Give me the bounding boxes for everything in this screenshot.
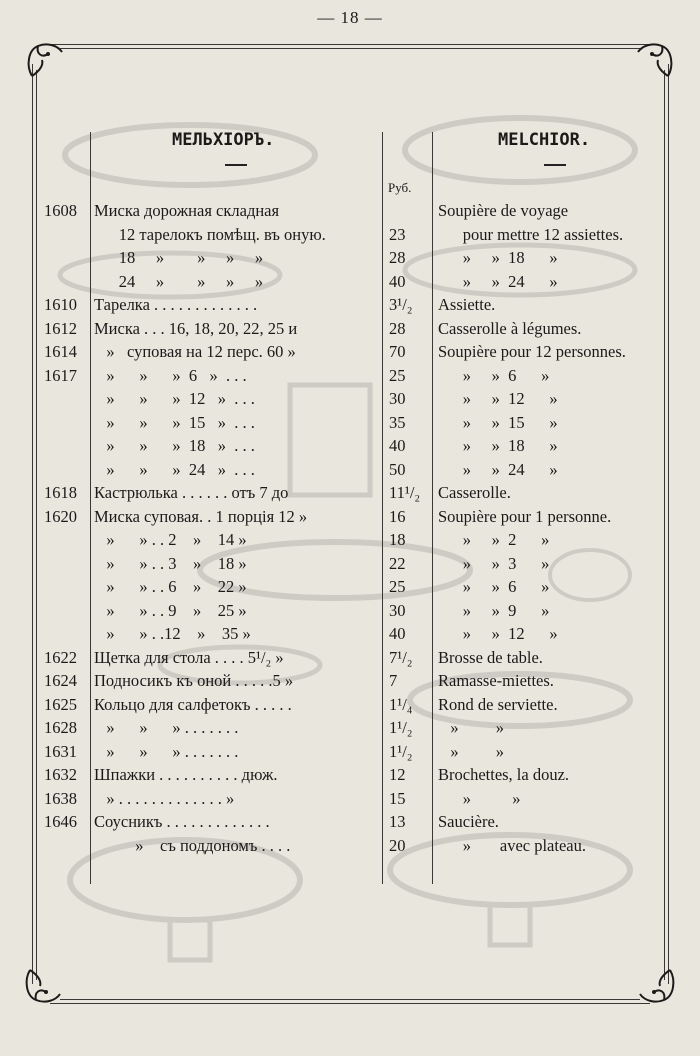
item-number: 1618 bbox=[44, 483, 77, 502]
page-number: — 18 — bbox=[317, 8, 383, 27]
catalog-row bbox=[0, 507, 700, 530]
item-french-description: Soupière de voyage bbox=[438, 201, 569, 220]
item-french-description: Ramasse-miettes. bbox=[438, 671, 554, 690]
item-price: 25 bbox=[389, 365, 406, 385]
item-french-description: » » 18 » bbox=[438, 248, 558, 267]
item-russian-description: » суповая на 12 перс. 60 » bbox=[94, 342, 296, 361]
item-price: 40 bbox=[389, 624, 406, 643]
item-french-description: » » 24 » bbox=[438, 271, 558, 291]
item-french-description: Rond de serviette. bbox=[438, 694, 558, 714]
catalog-row bbox=[0, 342, 700, 365]
item-number: 1608 bbox=[44, 201, 77, 220]
item-russian-description: Подносикъ къ оной . . . . .5 » bbox=[94, 671, 294, 690]
catalog-row bbox=[0, 577, 700, 600]
item-french-description: Saucière. bbox=[438, 812, 499, 831]
item-price: 23 bbox=[389, 224, 406, 244]
item-number: 1638 bbox=[44, 788, 77, 808]
item-price: 28 bbox=[389, 318, 406, 338]
catalog-row bbox=[0, 601, 700, 624]
item-french-description: Brochettes, la douz. bbox=[438, 765, 570, 784]
item-french-description: » » 12 » bbox=[438, 389, 558, 408]
item-number: 1614 bbox=[44, 342, 77, 361]
item-russian-description: Кастрюлька . . . . . . отъ 7 до bbox=[94, 483, 289, 502]
item-french-description: Casserolle à légumes. bbox=[438, 318, 582, 338]
heading-dash-left bbox=[225, 164, 247, 166]
item-price: 40 bbox=[389, 271, 406, 291]
catalog-row bbox=[0, 272, 700, 295]
item-french-description: » » bbox=[438, 718, 504, 737]
item-russian-description: Миска . . . 16, 18, 20, 22, 25 и bbox=[94, 318, 298, 338]
item-number: 1620 bbox=[44, 506, 77, 526]
frame-bottom-inner-line bbox=[60, 999, 640, 1000]
item-french-description: » » bbox=[438, 788, 521, 808]
item-russian-description: 12 тарелокъ помѣщ. въ оную. bbox=[94, 224, 326, 244]
item-french-description: » » 15 » bbox=[438, 412, 558, 432]
item-russian-description: Шпажки . . . . . . . . . . дюж. bbox=[94, 765, 278, 784]
catalog-row bbox=[0, 436, 700, 459]
item-russian-description: » » » 12 » . . . bbox=[94, 389, 255, 408]
item-russian-description: » съ поддономъ . . . . bbox=[94, 835, 291, 855]
item-russian-description: » » . . 6 » 22 » bbox=[94, 577, 247, 596]
item-price: 40 bbox=[389, 436, 406, 455]
corner-ornament-bottom-left bbox=[20, 964, 66, 1010]
item-price: 50 bbox=[389, 459, 406, 479]
catalog-row bbox=[0, 530, 700, 553]
heading-french: MELCHIOR. bbox=[498, 130, 591, 150]
item-russian-description: Тарелка . . . . . . . . . . . . . bbox=[94, 295, 258, 314]
catalog-row bbox=[0, 789, 700, 812]
item-price: 25 bbox=[389, 577, 406, 596]
item-price: 35 bbox=[389, 412, 406, 432]
item-russian-description: » . . . . . . . . . . . . . » bbox=[94, 788, 235, 808]
item-price: 1¹/₂ bbox=[389, 718, 413, 737]
frame-bottom-line bbox=[50, 1003, 650, 1004]
item-price: 12 bbox=[389, 765, 406, 784]
item-price: 1¹/₄ bbox=[389, 694, 413, 714]
item-french-description: » » 18 » bbox=[438, 436, 558, 455]
item-french-description: Soupière pour 1 personne. bbox=[438, 506, 612, 526]
catalog-row bbox=[0, 765, 700, 788]
item-price: 3¹/₂ bbox=[389, 295, 413, 314]
catalog-row bbox=[0, 460, 700, 483]
frame-top-inner-line bbox=[60, 48, 640, 49]
item-number: 1612 bbox=[44, 318, 77, 338]
heading-dash-right bbox=[544, 164, 566, 166]
frame-top-line bbox=[50, 44, 650, 45]
item-french-description: » » 6 » bbox=[438, 365, 550, 385]
catalog-row bbox=[0, 718, 700, 741]
item-russian-description: » » » 6 » . . . bbox=[94, 365, 247, 385]
item-number: 1625 bbox=[44, 694, 77, 714]
item-french-description: » » bbox=[438, 741, 504, 761]
item-russian-description: » » » . . . . . . . bbox=[94, 718, 239, 737]
catalog-row bbox=[0, 742, 700, 765]
catalog-row bbox=[0, 201, 700, 224]
catalog-row bbox=[0, 389, 700, 412]
item-number: 1646 bbox=[44, 812, 77, 831]
catalog-row bbox=[0, 319, 700, 342]
item-french-description: » avec plateau. bbox=[438, 835, 586, 855]
item-price: 22 bbox=[389, 553, 406, 573]
item-french-description: Soupière pour 12 personnes. bbox=[438, 342, 626, 361]
item-price: 13 bbox=[389, 812, 406, 831]
item-french-description: Casserolle. bbox=[438, 483, 511, 502]
item-russian-description: 18 » » » » bbox=[94, 248, 264, 267]
item-price: 16 bbox=[389, 506, 406, 526]
item-french-description: » » 12 » bbox=[438, 624, 558, 643]
item-number: 1628 bbox=[44, 718, 77, 737]
item-russian-description: Щетка для стола . . . . 5¹/₂ » bbox=[94, 647, 284, 667]
corner-ornament-bottom-right bbox=[634, 964, 680, 1010]
item-price: 20 bbox=[389, 835, 406, 855]
item-price: 11¹/₂ bbox=[389, 483, 421, 502]
catalog-row bbox=[0, 554, 700, 577]
item-french-description: » » 9 » bbox=[438, 600, 550, 620]
item-russian-description: » » . .12 » 35 » bbox=[94, 624, 251, 643]
item-russian-description: » » » 24 » . . . bbox=[94, 459, 255, 479]
item-french-description: » » 6 » bbox=[438, 577, 550, 596]
catalog-row bbox=[0, 812, 700, 835]
item-french-description: » » 24 » bbox=[438, 459, 558, 479]
item-price: 15 bbox=[389, 788, 406, 808]
item-russian-description: Миска дорожная складная bbox=[94, 201, 280, 220]
item-russian-description: » » » 15 » . . . bbox=[94, 412, 255, 432]
catalog-row bbox=[0, 366, 700, 389]
item-russian-description: » » » . . . . . . . bbox=[94, 741, 239, 761]
item-french-description: » » 3 » bbox=[438, 553, 550, 573]
item-price: 70 bbox=[389, 342, 406, 361]
item-price: 18 bbox=[389, 530, 406, 549]
item-number: 1617 bbox=[44, 365, 77, 385]
item-number: 1632 bbox=[44, 765, 77, 784]
item-number: 1622 bbox=[44, 647, 77, 667]
catalog-row bbox=[0, 836, 700, 859]
item-russian-description: » » . . 2 » 14 » bbox=[94, 530, 247, 549]
item-french-description: » » 2 » bbox=[438, 530, 550, 549]
catalog-row bbox=[0, 248, 700, 271]
item-price: 30 bbox=[389, 389, 406, 408]
item-price: 30 bbox=[389, 600, 406, 620]
corner-ornament-top-right bbox=[632, 36, 678, 82]
item-price: 7 bbox=[389, 671, 398, 690]
catalog-row bbox=[0, 225, 700, 248]
item-russian-description: Миска суповая. . 1 порція 12 » bbox=[94, 506, 308, 526]
catalog-row bbox=[0, 483, 700, 506]
item-french-description: Assiette. bbox=[438, 295, 496, 314]
catalog-row bbox=[0, 671, 700, 694]
catalog-row bbox=[0, 295, 700, 318]
catalog-row bbox=[0, 413, 700, 436]
item-russian-description: » » . . 9 » 25 » bbox=[94, 600, 247, 620]
item-russian-description: » » » 18 » . . . bbox=[94, 436, 255, 455]
item-price: 28 bbox=[389, 248, 406, 267]
item-french-description: pour mettre 12 assiettes. bbox=[438, 224, 624, 244]
item-russian-description: Соусникъ . . . . . . . . . . . . . bbox=[94, 812, 270, 831]
heading-russian: МЕЛЬХIОРЪ. bbox=[172, 130, 275, 150]
item-russian-description: » » . . 3 » 18 » bbox=[94, 553, 247, 573]
catalog-row bbox=[0, 648, 700, 671]
item-russian-description: 24 » » » » bbox=[94, 271, 264, 291]
item-french-description: Brosse de table. bbox=[438, 647, 543, 667]
item-number: 1610 bbox=[44, 295, 77, 314]
corner-ornament-top-left bbox=[22, 36, 68, 82]
price-unit-label: Руб. bbox=[388, 180, 412, 195]
item-price: 7¹/₂ bbox=[389, 647, 413, 667]
item-price: 1¹/₂ bbox=[389, 741, 413, 761]
item-number: 1631 bbox=[44, 741, 77, 761]
item-russian-description: Кольцо для салфетокъ . . . . . bbox=[94, 694, 292, 714]
catalog-row bbox=[0, 624, 700, 647]
catalog-row bbox=[0, 695, 700, 718]
item-number: 1624 bbox=[44, 671, 77, 690]
